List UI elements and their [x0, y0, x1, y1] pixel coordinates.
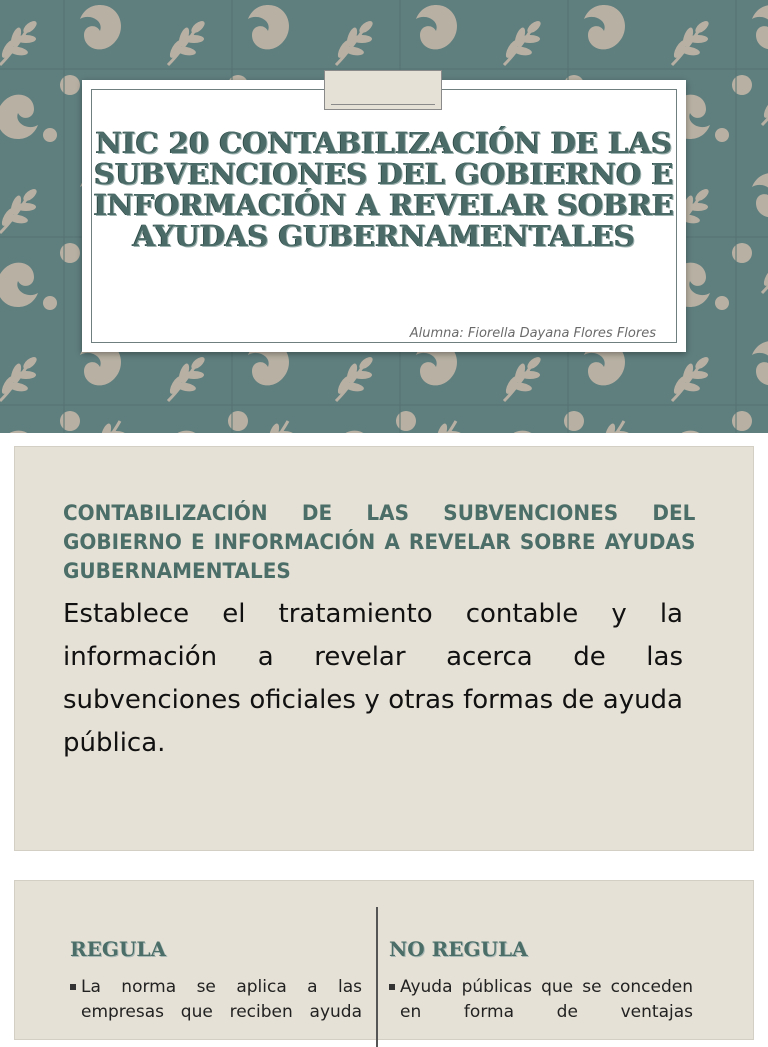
title-card: [82, 80, 686, 352]
regula-heading: REGULA: [70, 937, 166, 961]
no-regula-heading: NO REGULA: [389, 937, 528, 961]
regula-item-text: La norma se aplica a las empresas que reciben ayuda: [81, 977, 362, 1022]
title-tab-decoration: [324, 70, 442, 110]
scope-slide: [14, 880, 754, 1040]
author-line: Alumna: Fiorella Dayana Flores Flores: [409, 326, 656, 341]
column-divider: [376, 907, 378, 1047]
no-regula-column: [389, 937, 693, 1025]
square-bullet-icon: [389, 984, 395, 990]
title-slide: [0, 0, 768, 433]
no-regula-item-text: Ayuda públicas que se conceden en forma de ventajas: [400, 977, 693, 1022]
square-bullet-icon: [70, 984, 76, 990]
list-item: [389, 975, 693, 1025]
regula-column: [70, 937, 362, 1025]
definition-body: Establece el tratamiento contable y la información a revelar acerca de las subvenciones oficiales y otras formas de ayuda pública.: [63, 599, 683, 758]
definition-heading: CONTABILIZACIÓN DE LAS SUBVENCIONES DEL GOBIERNO E INFORMACIÓN A REVELAR SOBRE AYUDAS GUBERNAMENTALES: [63, 501, 696, 584]
definition-slide: [14, 446, 754, 851]
list-item: [70, 975, 362, 1025]
slide-title: NIC 20 CONTABILIZACIÓN DE LAS SUBVENCIONES DEL GOBIERNO E INFORMACIÓN A REVELAR SOBRE AYUDAS GUBERNAMENTALES: [93, 126, 675, 253]
